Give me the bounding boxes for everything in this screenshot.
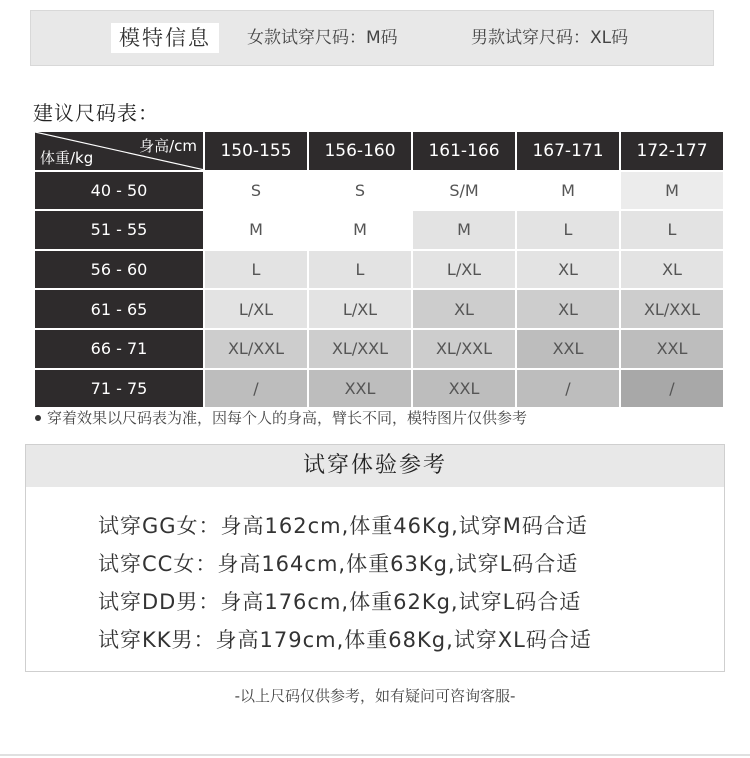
size-cell: M xyxy=(204,210,308,250)
size-cell: XL/XXL xyxy=(308,329,412,369)
trial-experience-title: 试穿体验参考 xyxy=(26,445,724,487)
weight-row-header: 71 - 75 xyxy=(34,369,204,409)
table-row xyxy=(34,289,724,329)
size-cell: XXL xyxy=(620,329,724,369)
model-info-title: 模特信息 xyxy=(111,23,219,53)
fit-note-text: 穿着效果以尺码表为准，因每个人的身高，臂长不同，模特图片仅供参考 xyxy=(47,409,528,427)
size-cell: XL xyxy=(516,289,620,329)
weight-row-header: 40 - 50 xyxy=(34,171,204,211)
height-column-header: 167-171 xyxy=(516,131,620,171)
size-cell: S xyxy=(308,171,412,211)
male-trial-size: 男款试穿尺码：XL码 xyxy=(471,28,629,48)
size-table-header-row xyxy=(34,131,724,171)
fit-note xyxy=(33,408,527,428)
footer-disclaimer: -以上尺码仅供参考，如有疑问可咨询客服- xyxy=(234,687,516,705)
size-cell: / xyxy=(516,369,620,409)
table-row xyxy=(34,210,724,250)
size-cell: L/XL xyxy=(308,289,412,329)
height-column-header: 172-177 xyxy=(620,131,724,171)
size-table-heading: 建议尺码表： xyxy=(33,101,159,125)
height-column-header: 150-155 xyxy=(204,131,308,171)
trial-experience-panel xyxy=(25,444,725,672)
size-cell: XL xyxy=(516,250,620,290)
size-cell: M xyxy=(308,210,412,250)
size-chart-table xyxy=(33,130,725,409)
height-column-header: 156-160 xyxy=(308,131,412,171)
weight-axis-label: 体重/kg xyxy=(40,148,94,167)
size-cell: XL xyxy=(412,289,516,329)
size-cell: M xyxy=(412,210,516,250)
height-column-header: 161-166 xyxy=(412,131,516,171)
size-cell: L xyxy=(308,250,412,290)
size-cell: XL/XXL xyxy=(204,329,308,369)
size-cell: L/XL xyxy=(412,250,516,290)
height-axis-label: 身高/cm xyxy=(139,137,197,155)
weight-row-header: 51 - 55 xyxy=(34,210,204,250)
divider xyxy=(0,754,750,756)
size-cell: L xyxy=(516,210,620,250)
table-row xyxy=(34,171,724,211)
weight-row-header: 61 - 65 xyxy=(34,289,204,329)
size-cell: S/M xyxy=(412,171,516,211)
size-cell: M xyxy=(620,171,724,211)
model-info-bar xyxy=(30,10,714,66)
weight-row-header: 56 - 60 xyxy=(34,250,204,290)
trial-entry: 试穿DD男：身高176cm,体重62Kg,试穿L码合适 xyxy=(98,590,582,614)
size-cell: XL/XXL xyxy=(620,289,724,329)
size-cell: / xyxy=(620,369,724,409)
trial-entry: 试穿CC女：身高164cm,体重63Kg,试穿L码合适 xyxy=(98,552,579,576)
size-cell: XXL xyxy=(516,329,620,369)
weight-row-header: 66 - 71 xyxy=(34,329,204,369)
size-cell: XL/XXL xyxy=(412,329,516,369)
size-cell: XXL xyxy=(308,369,412,409)
size-cell: L xyxy=(204,250,308,290)
table-row xyxy=(34,250,724,290)
size-cell: M xyxy=(516,171,620,211)
trial-entry: 试穿KK男：身高179cm,体重68Kg,试穿XL码合适 xyxy=(98,628,592,652)
size-cell: S xyxy=(204,171,308,211)
female-trial-size: 女款试穿尺码：M码 xyxy=(247,28,398,48)
table-corner-cell xyxy=(34,131,204,171)
size-cell: L/XL xyxy=(204,289,308,329)
size-cell: XXL xyxy=(412,369,516,409)
size-cell: L xyxy=(620,210,724,250)
table-row xyxy=(34,329,724,369)
bullet-icon xyxy=(35,415,41,421)
trial-entry: 试穿GG女：身高162cm,体重46Kg,试穿M码合适 xyxy=(98,514,588,538)
size-cell: / xyxy=(204,369,308,409)
table-row xyxy=(34,369,724,409)
size-cell: XL xyxy=(620,250,724,290)
